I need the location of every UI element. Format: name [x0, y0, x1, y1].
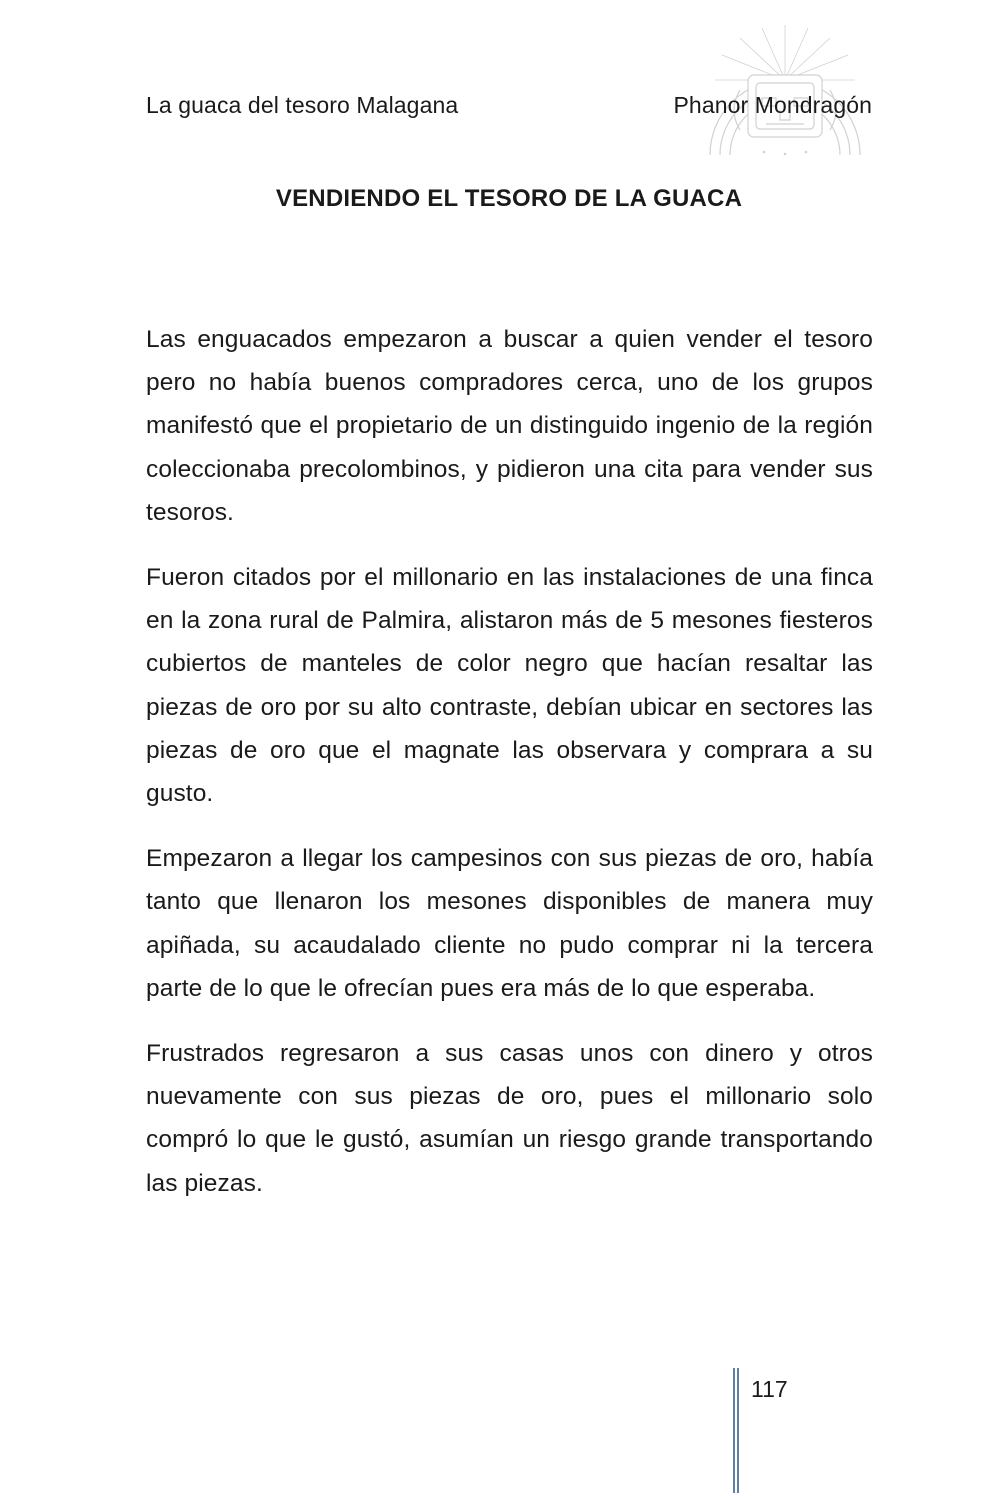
paragraph: Empezaron a llegar los campesinos con sus piezas de oro, había tanto que llenaron los mesones disponibles de manera muy apiñada, su acaudalado cliente no pudo comprar ni la tercera parte de lo que le ofrecían pues era más de lo que esperaba.: [146, 845, 873, 1002]
paragraph: Las enguacados empezaron a buscar a quien vender el tesoro pero no había buenos compradores cerca, uno de los grupos manifestó que el propietario de un distinguido ingenio de la región coleccionaba precolombinos, y pidieron una cita para vender sus tesoros.: [146, 326, 873, 526]
page-number: 117: [751, 1376, 788, 1402]
chapter-body: [146, 318, 873, 1227]
page-footer: [733, 1368, 853, 1493]
book-title: La guaca del tesoro Malagana: [146, 92, 459, 118]
paragraph: Fueron citados por el millonario en las instalaciones de una finca en la zona rural de Palmira, alistaron más de 5 mesones fiesteros cubiertos de manteles de color negro que hacían resaltar las piezas de oro por su alto contraste, debían ubicar en sectores las piezas de oro que el magnate las observara y comprara a su gusto.: [146, 564, 873, 808]
paragraph: Frustrados regresaron a sus casas unos con dinero y otros nuevamente con sus piezas de oro, pues el millonario solo compró lo que le gustó, asumían un riesgo grande transportando las piezas.: [146, 1040, 873, 1197]
chapter-title: VENDIENDO EL TESORO DE LA GUACA: [275, 185, 743, 212]
footer-rule: [733, 1368, 735, 1493]
footer-rule: [737, 1368, 739, 1493]
pre-columbian-mask-emblem-icon: [700, 20, 870, 160]
author-name: Phanor Mondragón: [673, 92, 872, 118]
